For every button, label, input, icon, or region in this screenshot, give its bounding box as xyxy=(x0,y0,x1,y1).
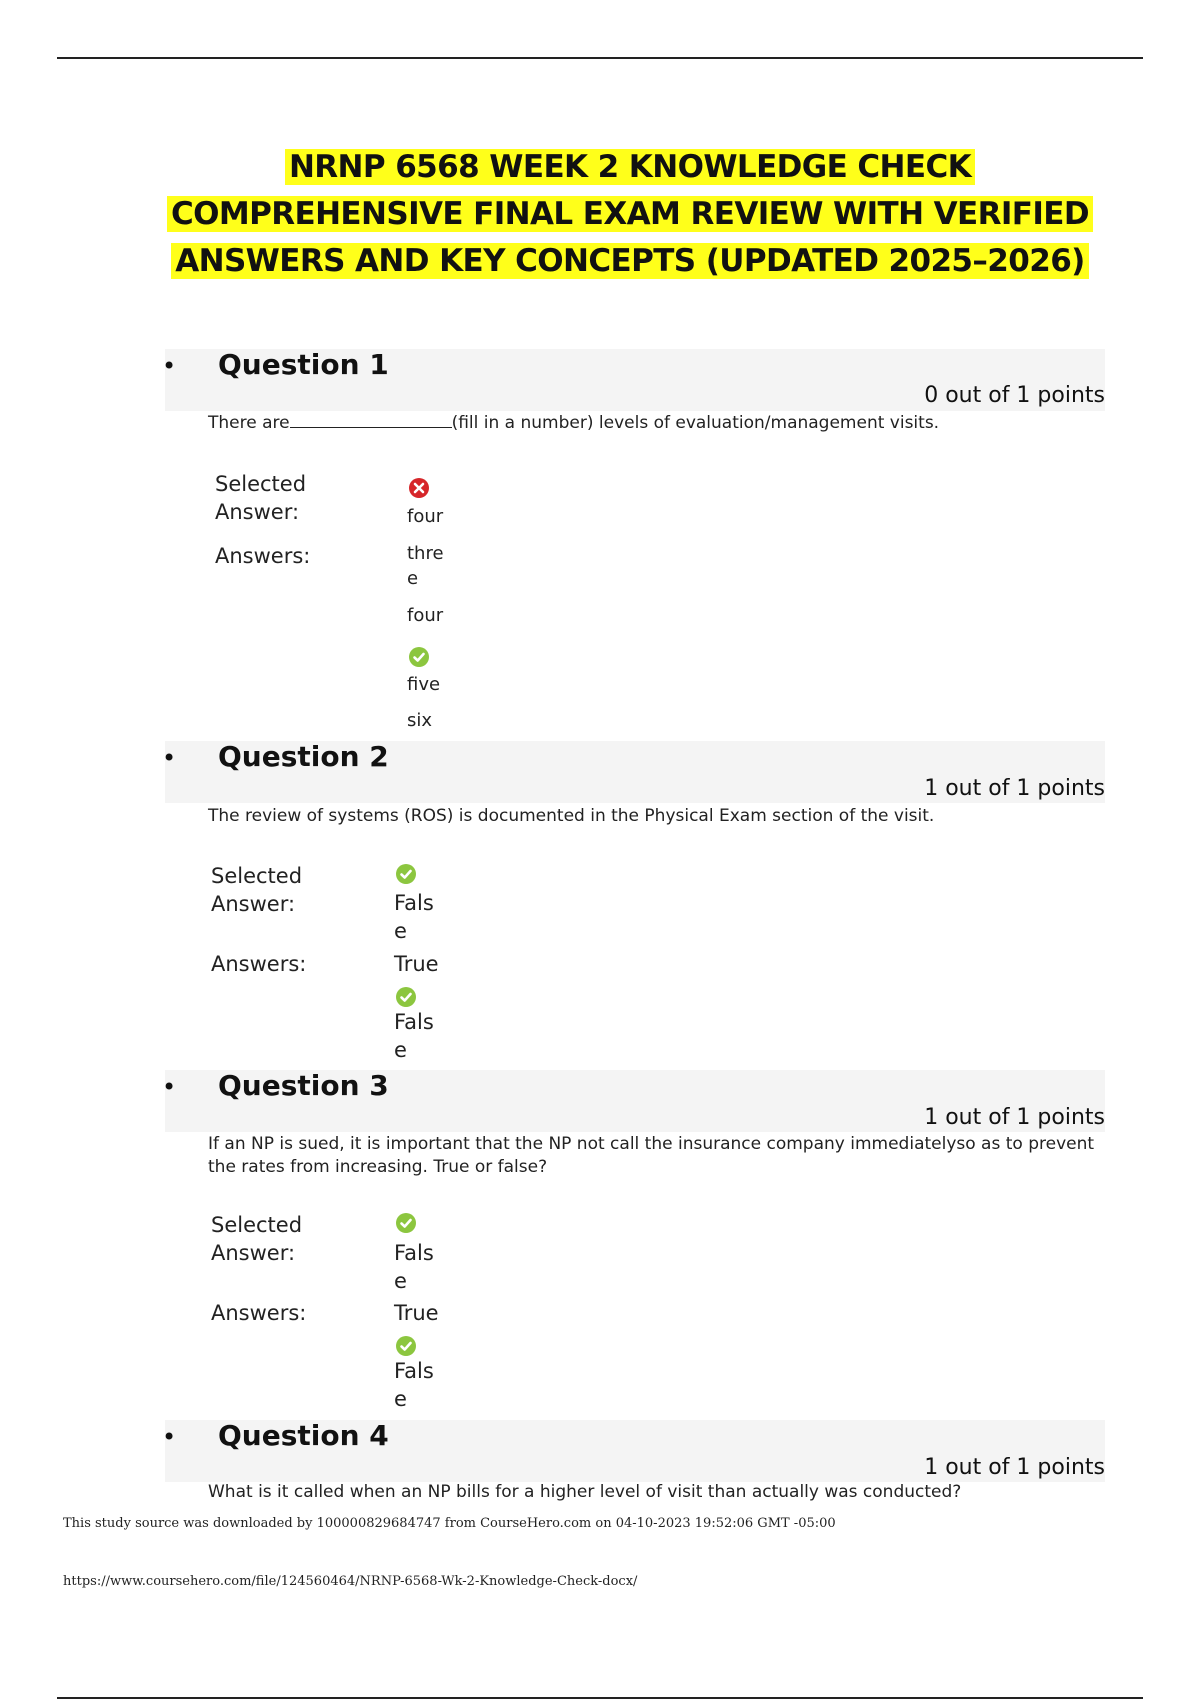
question-text: If an NP is sued, it is important that the NP not call the insurance company immediatelyso as to prevent the rates from increasing. True or false? xyxy=(208,1134,1095,1177)
question-points: 1 out of 1 points xyxy=(924,1455,1105,1480)
answer-option: three xyxy=(407,543,444,589)
document-title: NRNP 6568 WEEK 2 KNOWLEDGE CHECK COMPREHENSIVE FINAL EXAM REVIEW WITH VERIFIED ANSWERS AND KEY CONCEPTS (UPDATED 2025–2026) xyxy=(150,144,1110,285)
answer-option: True xyxy=(394,952,439,976)
check-circle-icon xyxy=(396,1213,416,1233)
download-source-note: This study source was downloaded by 100000829684747 from CourseHero.com on 04-10-2023 19:52:06 GMT -05:00 xyxy=(63,1516,836,1531)
answer-option: six xyxy=(407,710,433,731)
bullet: • xyxy=(162,744,177,772)
selected-answer-value: False xyxy=(394,891,434,943)
check-circle-icon xyxy=(396,987,416,1007)
selected-answer-label: Selected Answer: xyxy=(211,864,303,916)
top-rule xyxy=(57,57,1143,59)
question-title: Question 2 xyxy=(218,740,389,773)
question-text: There are (fill in a number) levels of evaluation/management visits. xyxy=(208,413,940,433)
answers-label: Answers: xyxy=(211,1301,307,1325)
answer-option-correct: five xyxy=(407,674,441,695)
question-title: Question 4 xyxy=(218,1419,389,1452)
source-url[interactable]: https://www.coursehero.com/file/124560464/NRNP-6568-Wk-2-Knowledge-Check-docx/ xyxy=(63,1574,638,1589)
x-circle-icon xyxy=(409,478,429,498)
question-text: What is it called when an NP bills for a higher level of visit than actually was conducted? xyxy=(208,1482,962,1502)
bullet: • xyxy=(162,1073,177,1101)
bottom-rule xyxy=(57,1697,1143,1699)
selected-answer-label: Selected Answer: xyxy=(215,472,307,524)
question-points: 0 out of 1 points xyxy=(924,383,1105,408)
question-text: The review of systems (ROS) is documented in the Physical Exam section of the visit. xyxy=(208,806,935,826)
answer-option: True xyxy=(394,1301,439,1325)
check-circle-icon xyxy=(396,1336,416,1356)
answers-label: Answers: xyxy=(211,952,307,976)
question-title: Question 1 xyxy=(218,348,389,381)
answer-option: four xyxy=(407,605,444,626)
check-circle-icon xyxy=(409,647,429,667)
answer-option-correct: False xyxy=(394,1359,434,1411)
bullet: • xyxy=(162,352,177,380)
fill-blank xyxy=(290,413,452,428)
bullet: • xyxy=(162,1423,177,1451)
question-points: 1 out of 1 points xyxy=(924,1105,1105,1130)
selected-answer-value: False xyxy=(394,1241,434,1293)
selected-answer-value: four xyxy=(407,506,444,527)
question-title: Question 3 xyxy=(218,1069,389,1102)
question-points: 1 out of 1 points xyxy=(924,776,1105,801)
answers-label: Answers: xyxy=(215,544,311,568)
selected-answer-label: Selected Answer: xyxy=(211,1213,303,1265)
answer-option-correct: False xyxy=(394,1010,434,1062)
check-circle-icon xyxy=(396,864,416,884)
